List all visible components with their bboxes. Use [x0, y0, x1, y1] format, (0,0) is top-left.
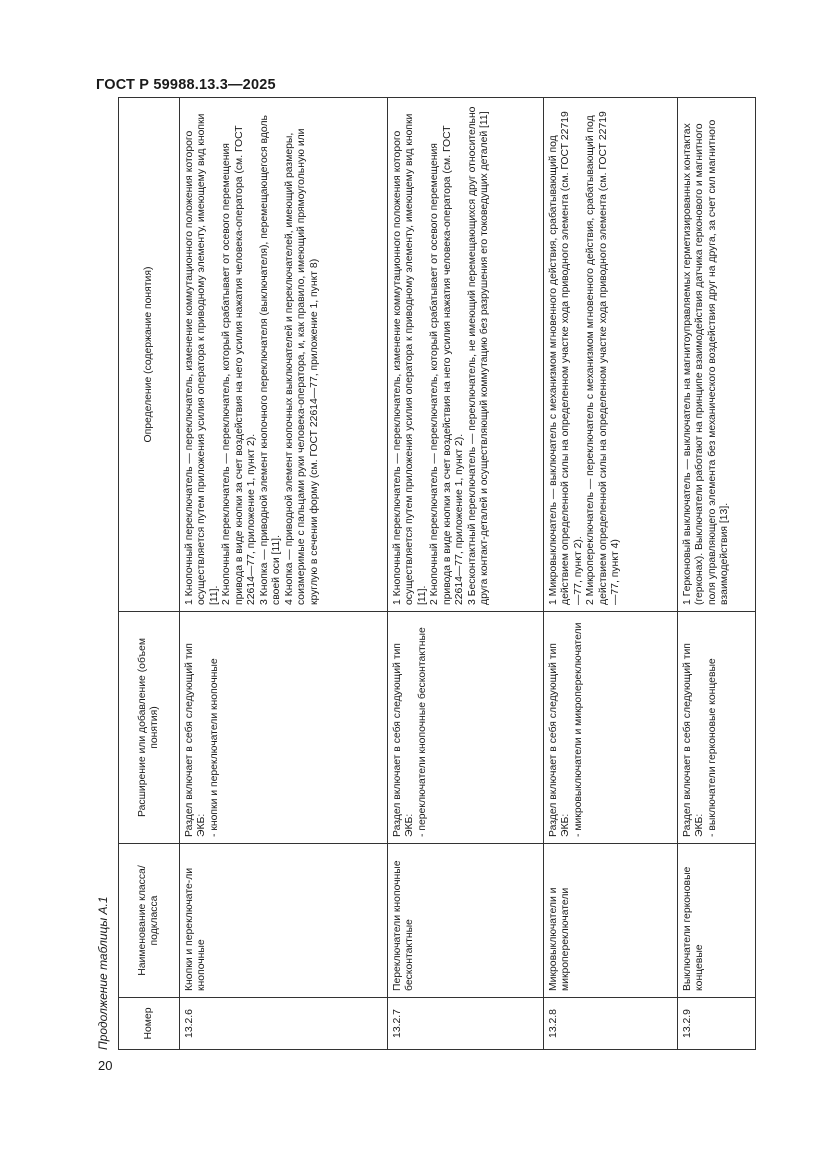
- definition-item: 4 Кнопка — приводной элемент кнопочных выключателей и переключателей, имеющий размеры, соизмеримые с пальцами руки человека-оператора, и, как правило, имеющий прямоугольную или круглую в сечении форму (см. ГОСТ 22614—77, приложение 1, пункт 8): [283, 128, 320, 605]
- row-scope: [180, 612, 388, 844]
- column-header-definition: Определение (содержание понятия): [119, 98, 180, 612]
- scope-line: - микровыключатели и микропереключатели: [572, 622, 584, 837]
- row-number: 13.2.7: [388, 998, 544, 1050]
- row-definition: [544, 98, 678, 612]
- definition-item: 1 Кнопочный переключатель — переключатель, изменение коммутационного положения которого осуществляется путем приложения усилия оператора к приводному элементу, имеющему вид кнопки [11].: [184, 113, 220, 605]
- definition-item: 2 Кнопочный переключатель — переключатель, который срабатывает от осевого перемещения привода в виде кнопки за счет воздействия на него усилия нажатия человека-оператора (см. ГОСТ 22614—77, приложение 1, пункт 2).: [221, 125, 258, 605]
- column-header-number: Номер: [119, 998, 180, 1050]
- row-number: 13.2.6: [180, 998, 388, 1050]
- table-row: [388, 98, 544, 1050]
- table-row: [180, 98, 388, 1050]
- row-definition: [180, 98, 388, 612]
- page-number: 20: [98, 1058, 113, 1073]
- row-class-name: Микровыключатели и микропереключатели: [544, 844, 678, 998]
- table-header-row: [119, 98, 180, 1050]
- row-scope: [388, 612, 544, 844]
- scope-line: - выключатели герконовые концевые: [706, 658, 718, 837]
- definition-item: 3 Бесконтактный переключатель — переключатель, не имеющий перемещающихся друг относительно друга контакт-деталей и осуществляющий коммутацию без разрушения его токоведущих деталей [11]: [466, 106, 491, 605]
- definition-item: 2 Кнопочный переключатель — переключатель, который срабатывает от осевого перемещения привода в виде кнопки за счет воздействия на него усилия нажатия человека-оператора (см. ГОСТ 22614—77, приложение 1, пункт 2).: [429, 125, 466, 605]
- row-class-name: Кнопки и переключате-ли кнопочные: [180, 844, 388, 998]
- definition-item: 3 Кнопка — приводной элемент кнопочного переключателя (выключателя), перемещающегося вдоль своей оси [11].: [258, 115, 283, 605]
- definition-item: 1 Микровыключатель — выключатель с механизмом мгновенного действия, срабатывающий под действием определенной силы на определенном участке хода приводного элемента (см. ГОСТ 22719—77, пункт 2).: [548, 111, 584, 605]
- row-definition: [678, 98, 756, 612]
- column-header-scope: Расширение или добавление (объем понятия): [119, 612, 180, 844]
- table-continuation-label: Продолжение таблицы А.1: [96, 896, 110, 1050]
- row-class-name: Переключатели кнопочные бесконтактные: [388, 844, 544, 998]
- rotated-table-block: [96, 98, 736, 1050]
- definition-item: 1 Герконовый выключатель — выключатель на магнитоуправляемых герметизированных контактах (герконах). Выключатели работают на принципе взаимодействия датчика герконового и магнитного поля управляющего элемента без механического воздействия друг на друга, за счет сил магнитного взаимодействия [13].: [682, 119, 731, 605]
- table-row: [678, 98, 756, 1050]
- row-number: 13.2.8: [544, 998, 678, 1050]
- document-title: ГОСТ Р 59988.13.3—2025: [96, 77, 276, 93]
- scope-line: Раздел включает в себя следующий тип ЭКБ:: [682, 643, 706, 837]
- row-class-name: Выключатели герконовые концевые: [678, 844, 756, 998]
- row-definition: [388, 98, 544, 612]
- definition-item: 2 Микропереключатель — переключатель с механизмом мгновенного действия, срабатывающий под действием определенной силы на определенном участке хода приводного элемента (см. ГОСТ 22719—77, пункт 4): [585, 111, 622, 605]
- scope-line: Раздел включает в себя следующий тип ЭКБ:: [184, 643, 208, 837]
- row-scope: [678, 612, 756, 844]
- definition-item: 1 Кнопочный переключатель — переключатель, изменение коммутационного положения которого осуществляется путем приложения усилия оператора к приводному элементу, имеющему вид кнопки [11].: [392, 113, 428, 605]
- scope-line: Раздел включает в себя следующий тип ЭКБ:: [548, 643, 572, 837]
- table-row: [544, 98, 678, 1050]
- scope-line: - переключатели кнопочные бесконтактные: [416, 627, 428, 837]
- column-header-class-name: Наименование класса/подкласса: [119, 844, 180, 998]
- scope-line: Раздел включает в себя следующий тип ЭКБ:: [392, 643, 416, 837]
- classification-table: [118, 97, 756, 1050]
- row-scope: [544, 612, 678, 844]
- scope-line: - кнопки и переключатели кнопочные: [208, 658, 220, 837]
- row-number: 13.2.9: [678, 998, 756, 1050]
